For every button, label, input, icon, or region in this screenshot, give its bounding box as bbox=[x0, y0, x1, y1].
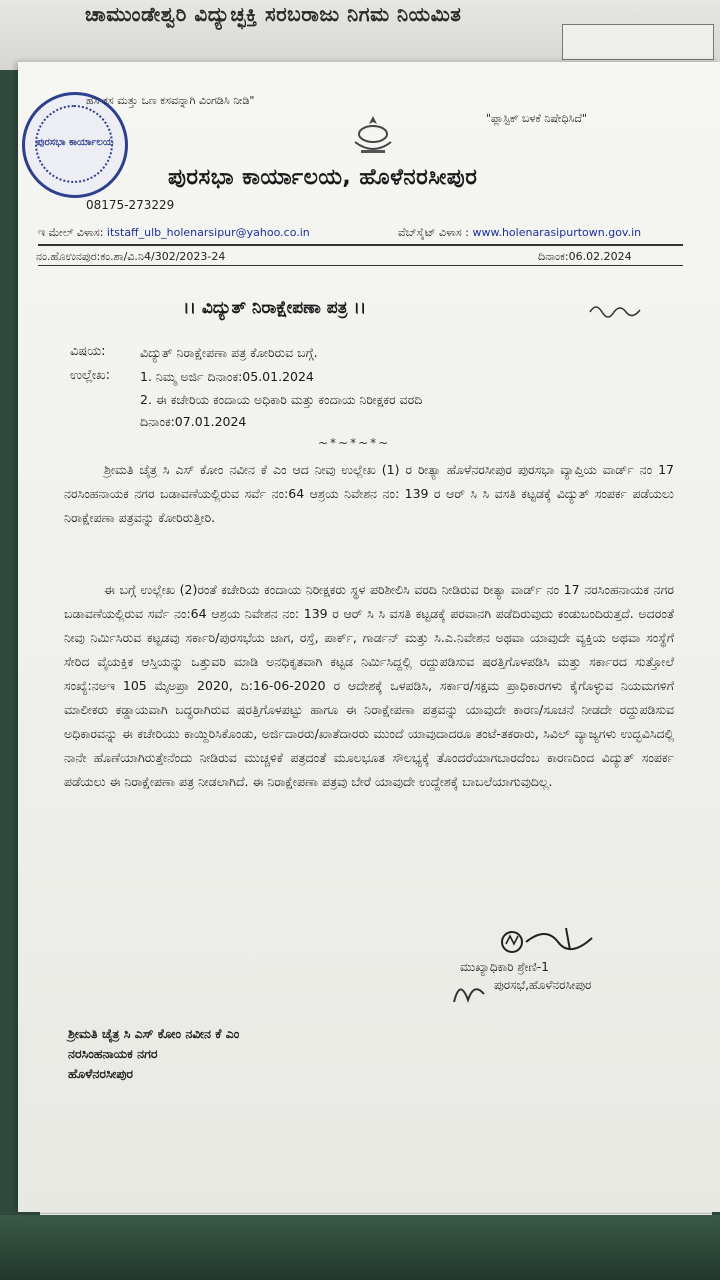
document-title: ।। ವಿದ್ಯುತ್ ನಿರಾಕ್ಷೇಪಣಾ ಪತ್ರ ।। bbox=[183, 298, 367, 318]
background-form-box bbox=[562, 24, 714, 60]
email-row bbox=[38, 226, 310, 240]
letter-date: ದಿನಾಂಕ:06.02.2024 bbox=[538, 250, 632, 263]
seal-text: ಪುರಸಭಾ ಕಾರ್ಯಾಲಯ bbox=[36, 137, 114, 148]
subject-label: ವಿಷಯ: bbox=[70, 344, 106, 359]
signature-icon bbox=[496, 920, 606, 960]
reference-item-2-date: ದಿನಾಂಕ:07.01.2024 bbox=[140, 414, 247, 429]
slogan-plastic-ban: "ಪ್ಲಾಸ್ಟಿಕ್ ಬಳಕೆ ನಿಷೇಧಿಸಿದೆ" bbox=[486, 112, 588, 125]
background-letterhead-title: ಚಾಮುಂಡೇಶ್ವರಿ ವಿದ್ಯುಚ್ಛಕ್ತಿ ಸರಬರಾಜು ನಿಗಮ ನಿಯಮಿತ bbox=[85, 2, 462, 26]
signatory-designation: ಮುಖ್ಯಾಧಿಕಾರಿ ಶ್ರೇಣಿ-1 bbox=[460, 960, 549, 974]
section-divider: ~*~*~*~ bbox=[318, 436, 391, 450]
body-paragraph-1: ಶ್ರೀಮತಿ ಚೈತ್ರ ಸಿ ಎಸ್ ಕೋಂ ನವೀನ ಕೆ ಎಂ ಆದ ನೀವು ಉಲ್ಲೇಖ (1) ರ ರೀತ್ಯಾ ಹೊಳೆನರಸೀಪುರ ಪುರಸಭಾ ವ್ಯಾಪ್ತಿಯ ವಾರ್ಡ್ ನಂ 17 ನರಸಿಂಹನಾಯಕ ನಗರ ಬಡಾವಣೆಯಲ್ಲಿರುವ ಸರ್ವೆ ನಂ:64 ಆಶ್ರಯ ನಿವೇಶನ ನಂ: 139 ರ ಆರ್ ಸಿ ಸಿ ವಸತಿ ಕಟ್ಟಡಕ್ಕೆ ವಿದ್ಯುತ್ ಸಂಪರ್ಕ ಪಡೆಯಲು ನಿರಾಕ್ಷೇಪಣಾ ಪತ್ರವನ್ನು ಕೋರಿರುತ್ತೀರಿ. bbox=[64, 462, 674, 525]
slogan-waste-segregation: ಹಸಿ ಕಸ ಮತ್ತು ಒಣ ಕಸವನ್ನಾಗಿ ವಿಂಗಡಿಸಿ ನೀಡಿ" bbox=[86, 94, 255, 107]
handwritten-mark-icon bbox=[588, 300, 648, 320]
office-phone: 08175-273229 bbox=[86, 198, 175, 212]
addressee-name: ಶ್ರೀಮತಿ ಚೈತ್ರ ಸಿ ಎಸ್ ಕೋಂ ನವೀನ ಕೆ ಎಂ bbox=[68, 1026, 240, 1041]
header-rule-top bbox=[38, 244, 683, 246]
website-row bbox=[398, 226, 641, 240]
reference-label: ಉಲ್ಲೇಖ: bbox=[70, 368, 111, 383]
reference-item-2: 2. ಈ ಕಚೇರಿಯ ಕಂದಾಯ ಅಧಿಕಾರಿ ಮತ್ತು ಕಂದಾಯ ನಿರೀಕ್ಷಕರ ವರದಿ bbox=[140, 392, 423, 407]
header-rule-bottom bbox=[38, 265, 683, 266]
body-paragraph-2: ಈ ಬಗ್ಗೆ ಉಲ್ಲೇಖ (2)ರಂತೆ ಕಚೇರಿಯ ಕಂದಾಯ ನಿರೀಕ್ಷಕರು ಸ್ಥಳ ಪರಿಶೀಲಿಸಿ ವರದಿ ನೀಡಿರುವ ರೀತ್ಯಾ ವಾರ್ಡ್ ನಂ 17 ನರಸಿಂಹನಾಯಕ ನಗರ ಬಡಾವಣೆಯಲ್ಲಿರುವ ಸರ್ವೆ ನಂ:64 ಆಶ್ರಯ ನಿವೇಶನ ನಂ: 139 ರ ಆರ್ ಸಿ ಸಿ ವಸತಿ ಕಟ್ಟಡಕ್ಕೆ ಪರವಾನಗಿ ಪಡೆದಿರುವುದು ಕಂಡುಬಂದಿರುತ್ತದೆ. ಅದರಂತೆ ನೀವು ನಿರ್ಮಿಸಿರುವ ಕಟ್ಟಡವು ಸರ್ಕಾರಿ/ಪುರಸಭೆಯ ಜಾಗ, ರಸ್ತೆ, ಪಾರ್ಕ್, ಗಾರ್ಡನ್ ಮತ್ತು ಸಿ.ಎ.ನಿವೇಶನ ಅಥವಾ ಯಾವುದೇ ವ್ಯಕ್ತಿಯ ಅಥವಾ ಸಂಸ್ಥೆಗೆ ಸೇರಿದ ವೈಯಕ್ತಿಕ ಆಸ್ತಿಯನ್ನು ಒತ್ತುವರಿ ಮಾಡಿ ಅನಧಿಕೃತವಾಗಿ ಕಟ್ಟಡ ನಿರ್ಮಿಸಿದ್ದಲ್ಲಿ ರದ್ದುಪಡಿಸುವ ಷರತ್ತಿಗೊಳಪಡಿಸಿ ಮತ್ತು ಸರ್ಕಾರದ ಸುತ್ತೋಲೆ ಸಂಖ್ಯೆ:ನಅಇ 105 ಮೈಅಪ್ರಾ 2020, ದಿ:16-06-2020 ರ ಆದೇಶಕ್ಕೆ ಒಳಪಡಿಸಿ, ಸರ್ಕಾರ/ಸಕ್ಷಮ ಪ್ರಾಧಿಕಾರಗಳು ಕೈಗೊಳ್ಳುವ ನಿಯಮಗಳಿಗೆ ಮಾಲೀಕರು ಕಡ್ಡಾಯವಾಗಿ ಬದ್ಧರಾಗಿರುವ ಷರತ್ತಿಗೊಳಪಟ್ಟು ಹಾಗೂ ಈ ನಿರಾಕ್ಷೇಪಣಾ ಪತ್ರವನ್ನು ಯಾವುದೇ ಕಾರಣ/ಸೂಚನೆ ನೀಡದೇ ರದ್ದುಪಡಿಸುವ ಅಧಿಕಾರವನ್ನು ಈ ಕಚೇರಿಯು ಕಾಯ್ದಿರಿಸಿಕೊಂಡು, ಅರ್ಜಿದಾರರು/ಖಾತೆದಾರರು ಮುಂದೆ ಯಾವುದಾದರೂ ತಂಟೆ-ತಕರಾರು, ಸಿವಿಲ್ ವ್ಯಾಜ್ಯಗಳು ಉದ್ಭವಿಸಿದಲ್ಲಿ ನಾನೇ ಹೊಣೆಯಾಗಿರುತ್ತೇನೆಂದು ನೀಡಿರುವ ಮುಚ್ಚಳಿಕೆ ಪತ್ರದಂತೆ ಮೂಲಭೂತ ಸೌಲಭ್ಯಕ್ಕೆ ತೊಂದರೆಯಾಗಬಾರದೆಂಬ ಕಾರಣದಿಂದ ವಿದ್ಯುತ್ ಸಂಪರ್ಕ ಪಡೆಯಲು ಈ ನಿರಾಕ್ಷೇಪಣಾ ಪತ್ರ ನೀಡಲಾಗಿದೆ. ಈ ನಿರಾಕ್ಷೇಪಣಾ ಪತ್ರವು ಬೇರೆ ಯಾವುದೇ ಉದ್ದೇಶಕ್ಕೆ ಬಾಬಲೆಯಾಗುವುದಿಲ್ಲ. bbox=[64, 582, 674, 789]
initial-mark-icon bbox=[450, 974, 490, 1008]
letter-page bbox=[18, 62, 720, 1212]
website-label: ವೆಬ್‌ಸೈಟ್ ವಿಳಾಸ : bbox=[398, 226, 469, 239]
subject-text: ವಿದ್ಯುತ್ ನಿರಾಕ್ಷೇಪಣಾ ಪತ್ರ ಕೋರಿರುವ ಬಗ್ಗೆ. bbox=[140, 345, 318, 360]
background-sheet bbox=[0, 0, 720, 70]
addressee-town: ಹೊಳೆನರಸೀಪುರ bbox=[68, 1066, 134, 1081]
email-link[interactable]: itstaff_ulb_holenarsipur@yahoo.co.in bbox=[106, 226, 310, 239]
website-link[interactable]: www.holenarasipurtown.gov.in bbox=[472, 226, 642, 239]
signatory-office: ಪುರಸಭೆ,ಹೊಳೆನರಸೀಪುರ bbox=[494, 978, 592, 992]
reference-item-1: 1. ನಿಮ್ಮ ಅರ್ಜಿ ದಿನಾಂಕ:05.01.2024 bbox=[140, 369, 314, 384]
state-emblem-icon bbox=[343, 112, 403, 162]
addressee-locality: ನರಸಿಂಹನಾಯಕ ನಗರ bbox=[68, 1046, 158, 1061]
email-label: ಇ ಮೇಲ್ ವಿಳಾಸ: bbox=[38, 226, 104, 239]
desk-surface bbox=[0, 1215, 720, 1280]
reference-number: ನಂ.ಹೊಉನಪುರ:ಕಂ.ಶಾ/ವಿ.ನಿ4/302/2023-24 bbox=[36, 250, 226, 263]
office-name: ಪುರಸಭಾ ಕಾರ್ಯಾಲಯ, ಹೊಳೆನರಸೀಪುರ bbox=[168, 165, 478, 190]
